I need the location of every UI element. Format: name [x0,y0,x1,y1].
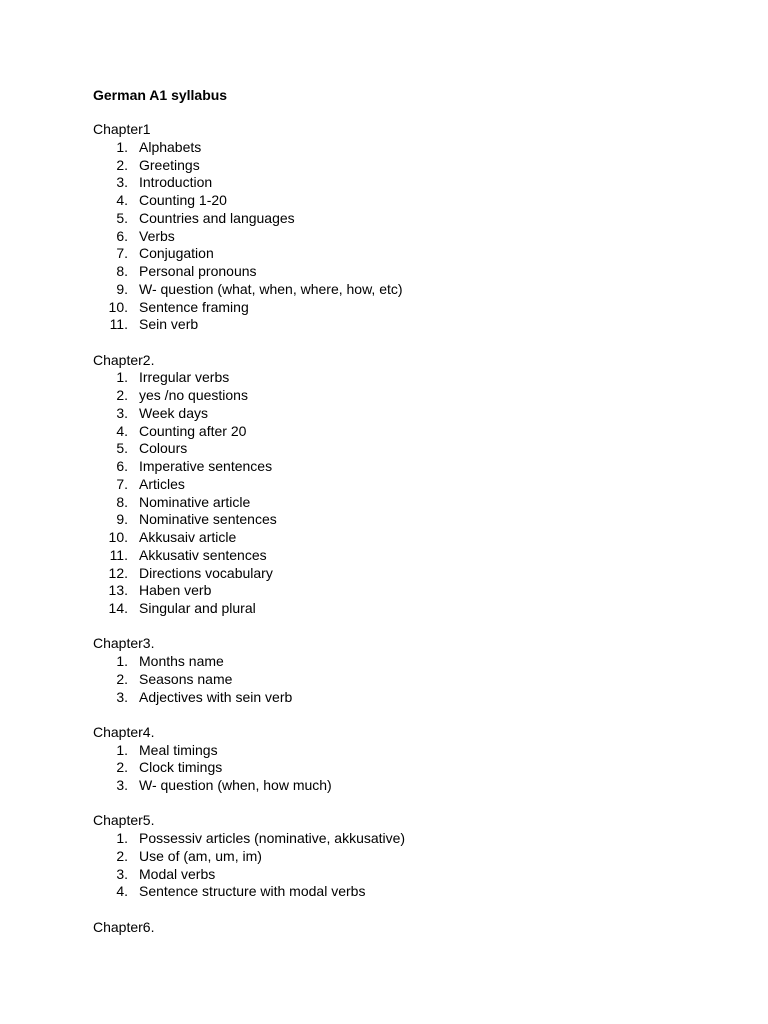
list-item-number: 6. [116,227,128,244]
list-item-text: Introduction [139,174,213,191]
list-item-text: Adjectives with sein verb [139,688,293,705]
list-item [93,174,733,192]
list-item [93,511,733,529]
list-item [93,759,733,777]
list-item-text: Irregular verbs [139,369,230,386]
list-item [93,228,733,246]
list-item [93,369,733,387]
list-item-number: 2. [116,670,128,687]
list-item [93,565,733,583]
list-item-number: 10. [108,529,128,545]
chapter-list [93,121,733,936]
chapter-section [93,352,733,618]
list-item-number: 2. [116,847,128,864]
document-title: German A1 syllabus [93,87,228,103]
list-item [93,494,733,512]
list-item-text: yes /no questions [139,387,248,403]
list-item-number: 3. [116,404,128,421]
list-item [93,263,733,281]
list-item-number: 7. [116,475,128,492]
list-item [93,387,733,405]
list-item-number: 11. [109,546,128,563]
list-item-number: 5. [116,209,128,226]
list-item [93,653,733,671]
list-item-text: Clock timings [139,759,223,776]
list-item-text: Possessiv articles (nominative, akkusative) [139,830,406,846]
list-item-text: Counting after 20 [139,422,247,439]
list-item [93,440,733,458]
list-item-number: 1. [116,138,128,155]
chapter-heading: Chapter1 [93,121,151,137]
list-item [93,777,733,795]
list-item-text: Seasons name [139,670,233,687]
list-item [93,423,733,441]
list-item [93,600,733,618]
list-item [93,299,733,317]
chapter-heading: Chapter5. [93,812,155,829]
chapter-heading: Chapter3. [93,635,155,652]
list-item [93,866,733,884]
chapter-heading: Chapter2. [93,351,155,368]
list-item [93,281,733,299]
list-item-number: 6. [116,458,128,474]
list-item [93,671,733,689]
chapter-heading: Chapter4. [93,723,155,740]
list-item-number: 14. [108,600,128,616]
list-item [93,883,733,901]
list-item [93,689,733,707]
list-item [93,245,733,263]
list-item [93,316,733,334]
list-item-text: Greetings [139,156,200,173]
list-item-number: 3. [116,688,128,705]
list-item-text: Haben verb [139,582,212,599]
list-item-text: Sentence structure with modal verbs [139,883,366,900]
list-item-text: Sein verb [139,316,199,333]
list-item-number: 10. [108,298,128,315]
list-item-text: W- question (when, how much) [139,777,332,793]
list-item-number: 3. [116,865,128,882]
list-item-number: 2. [116,759,128,776]
list-item-number: 3. [116,777,128,793]
list-item-number: 8. [116,263,128,279]
list-item-text: Akkusaiv article [139,529,237,545]
list-item-number: 8. [116,493,128,510]
list-item-text: Sentence framing [139,298,249,315]
list-item [93,582,733,600]
list-item-number: 2. [116,387,128,403]
list-item [93,157,733,175]
list-item-text: Countries and languages [139,209,295,226]
list-item-number: 5. [116,440,128,457]
list-item-text: Nominative sentences [139,511,277,528]
list-item-text: W- question (what, when, where, how, etc) [139,280,403,297]
list-item-text: Conjugation [139,245,214,262]
list-item-number: 13. [108,582,128,599]
list-item-text: Personal pronouns [139,263,257,279]
list-item-text: Imperative sentences [139,458,273,474]
list-item-text: Modal verbs [139,865,216,882]
list-item [93,210,733,228]
list-item-number: 1. [116,369,128,386]
chapter-section [93,121,733,334]
list-item-number: 9. [116,511,128,528]
list-item-number: 3. [116,174,128,191]
list-item-text: Use of (am, um, im) [139,847,262,864]
list-item-text: Meal timings [139,741,218,758]
list-item [93,529,733,547]
list-item [93,192,733,210]
list-item-number: 4. [116,192,128,208]
list-item-number: 9. [116,280,128,297]
list-item [93,476,733,494]
list-item-text: Articles [139,475,185,492]
list-item [93,139,733,157]
list-item-number: 11. [109,316,128,333]
list-item-text: Verbs [139,227,175,244]
list-item-text: Months name [139,653,224,669]
list-item-number: 2. [116,156,128,173]
list-item-text: Directions vocabulary [139,564,273,581]
chapter-section [93,724,733,795]
list-item-number: 4. [116,422,128,439]
list-item-number: 4. [116,883,128,900]
document-page [93,86,733,954]
list-item-number: 1. [116,830,128,846]
list-item [93,848,733,866]
chapter-section [93,919,733,937]
list-item-text: Alphabets [139,138,202,155]
chapter-section [93,635,733,706]
chapter-heading: Chapter6. [93,918,155,935]
list-item [93,458,733,476]
list-item-text: Singular and plural [139,600,256,616]
list-item-number: 7. [116,245,128,262]
list-item [93,830,733,848]
chapter-section [93,812,733,901]
list-item-text: Colours [139,440,188,457]
list-item-text: Akkusativ sentences [139,546,267,563]
list-item-number: 12. [108,564,128,581]
list-item [93,547,733,565]
list-item [93,742,733,760]
list-item-number: 1. [116,653,128,669]
list-item [93,405,733,423]
list-item-text: Nominative article [139,493,251,510]
list-item-number: 1. [116,741,128,758]
list-item-text: Counting 1-20 [139,192,227,208]
list-item-text: Week days [139,404,208,421]
